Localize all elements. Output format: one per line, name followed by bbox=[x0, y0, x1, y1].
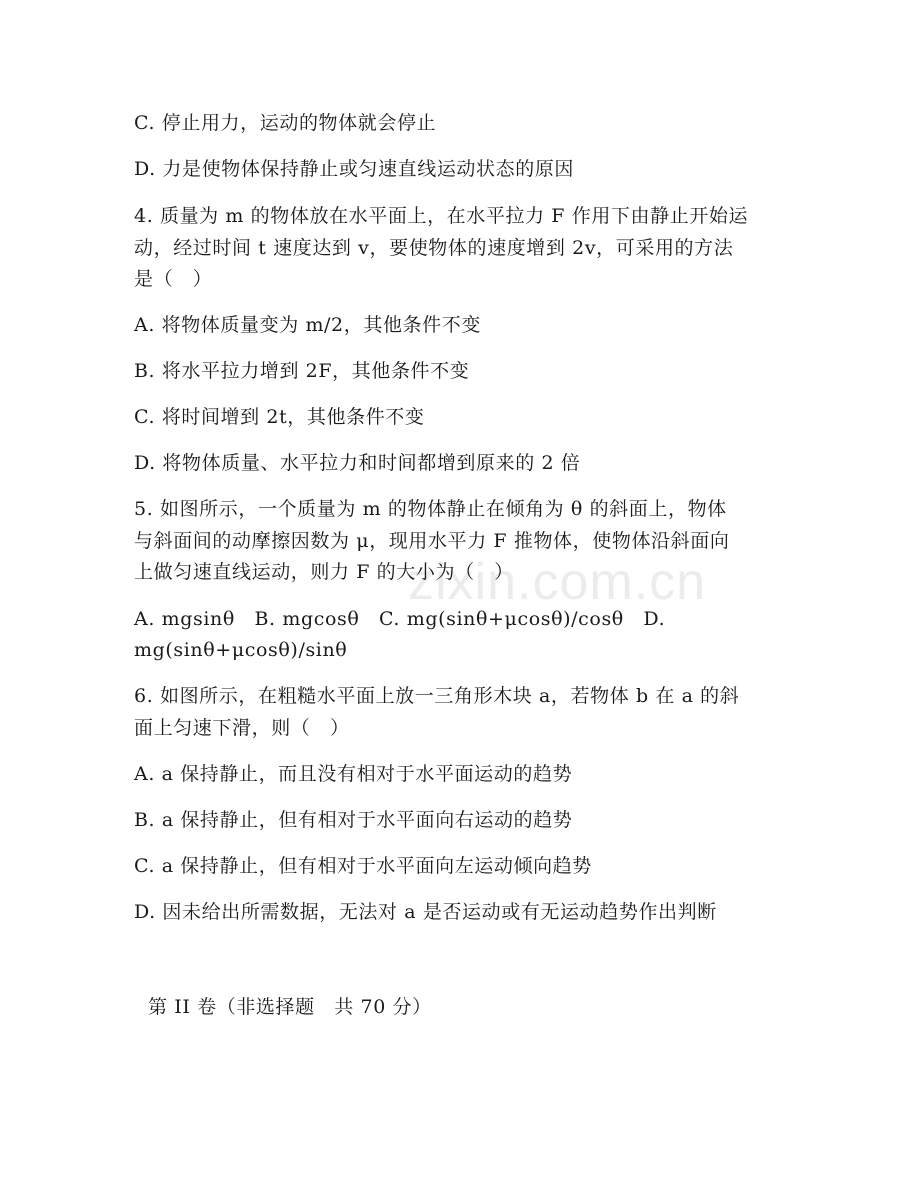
q4-stem-line-1: 4. 质量为 m 的物体放在水平面上，在水平拉力 F 作用下由静止开始运 bbox=[134, 205, 749, 227]
q5-stem-line-2: 与斜面间的动摩擦因数为 μ，现用水平力 F 推物体，使物体沿斜面向 bbox=[134, 530, 730, 552]
q5-stem-line-1: 5. 如图所示，一个质量为 m 的物体静止在倾角为 θ 的斜面上，物体 bbox=[134, 498, 727, 520]
q6-option-b: B. a 保持静止，但有相对于水平面向右运动的趋势 bbox=[134, 809, 573, 831]
q6-option-c: C. a 保持静止，但有相对于水平面向左运动倾向趋势 bbox=[134, 855, 592, 877]
q5-stem-line-3: 上做匀速直线运动，则力 F 的大小为（ ） bbox=[134, 561, 514, 583]
watermark: zixin.com.cn bbox=[408, 553, 707, 611]
q5-options-line-1: A. mgsinθ B. mgcosθ C. mg(sinθ+μcosθ)/cosθ D. bbox=[134, 608, 666, 630]
q6-stem-line-1: 6. 如图所示，在粗糙水平面上放一三角形木块 a，若物体 b 在 a 的斜 bbox=[134, 685, 740, 707]
q4-stem-line-2: 动，经过时间 t 速度达到 v，要使物体的速度增到 2v，可采用的方法 bbox=[134, 237, 734, 259]
q4-option-b: B. 将水平拉力增到 2F，其他条件不变 bbox=[134, 360, 470, 382]
q3-option-c: C. 停止用力，运动的物体就会停止 bbox=[134, 112, 437, 134]
q6-stem-line-2: 面上匀速下滑，则（ ） bbox=[134, 717, 350, 739]
q6-option-d: D. 因未给出所需数据，无法对 a 是否运动或有无运动趋势作出判断 bbox=[134, 901, 717, 923]
q4-option-c: C. 将时间增到 2t，其他条件不变 bbox=[134, 406, 425, 428]
section-title: 第 II 卷（非选择题 共 70 分） bbox=[148, 996, 432, 1018]
q5-options-line-2: mg(sinθ+μcosθ)/sinθ bbox=[134, 639, 348, 661]
q3-option-d: D. 力是使物体保持静止或匀速直线运动状态的原因 bbox=[134, 158, 575, 180]
q4-option-a: A. 将物体质量变为 m/2，其他条件不变 bbox=[134, 314, 481, 336]
q4-option-d: D. 将物体质量、水平拉力和时间都增到原来的 2 倍 bbox=[134, 452, 581, 474]
q6-option-a: A. a 保持静止，而且没有相对于水平面运动的趋势 bbox=[134, 763, 573, 785]
q4-stem-line-3: 是（ ） bbox=[134, 268, 213, 290]
